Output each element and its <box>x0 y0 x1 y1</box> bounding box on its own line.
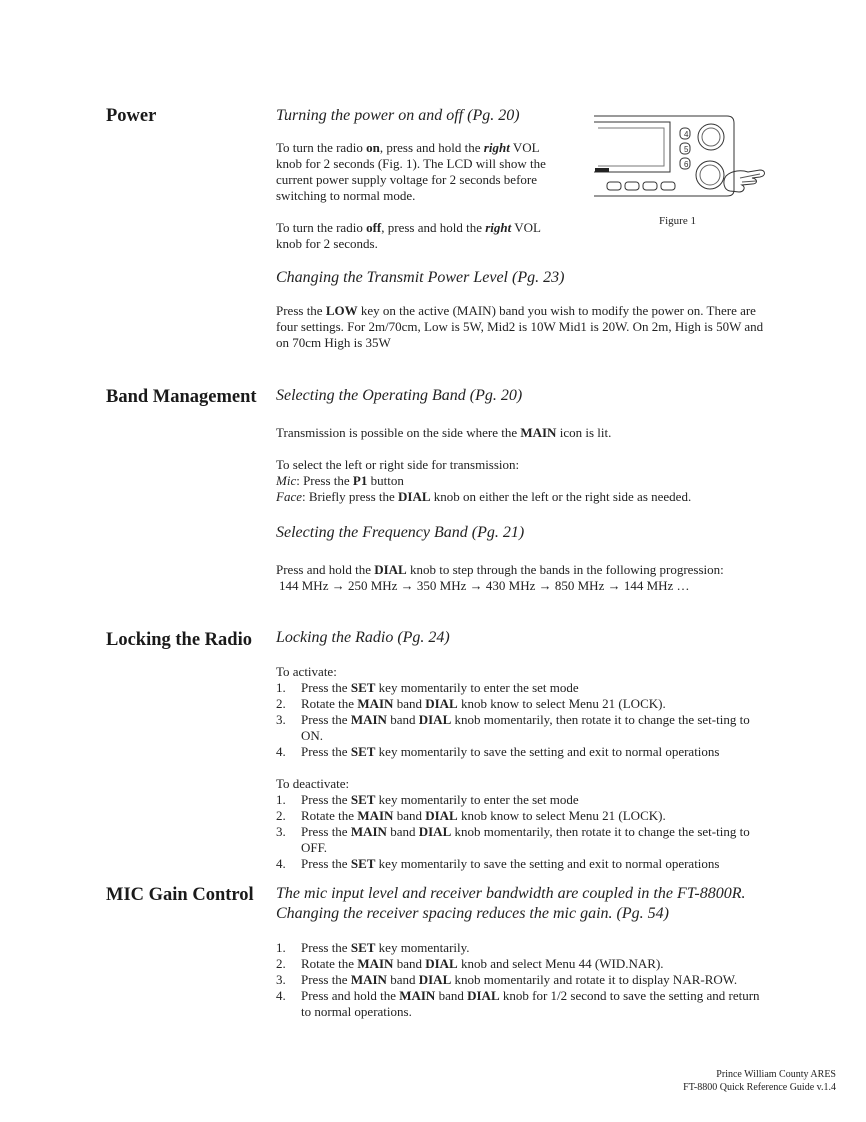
list-item: 3. Press the MAIN band DIAL knob momentarily and rotate it to display NAR-ROW. <box>276 972 738 987</box>
italic-text: Face <box>276 489 302 504</box>
list-item: 3. Press the MAIN band DIAL knob momentarily, then rotate it to change the set-ting to ON. <box>276 712 750 743</box>
list-item: 1. Press the SET key momentarily to enter the set mode <box>276 680 579 695</box>
list-item: 2. Rotate the MAIN band DIAL knob and select Menu 44 (WID.NAR). <box>276 956 664 971</box>
section-heading-power: Power <box>106 106 157 126</box>
text: knob to step through the bands in the following progression: <box>406 562 724 577</box>
subheading-mic-gain: The mic input level and receiver bandwidth are coupled in the FT-8800R. Changing the receiver spacing reduces the mic gain. (Pg. 54) <box>276 885 746 922</box>
text: , press and hold the <box>381 220 486 235</box>
lcd-outline <box>594 122 670 172</box>
left-knob-inner <box>702 128 720 146</box>
deactivate-steps-list <box>276 792 751 872</box>
subheading-locking: Locking the Radio (Pg. 24) <box>276 629 450 646</box>
text: VOL knob for 2 seconds. <box>276 220 541 251</box>
activate-label: To activate: <box>276 664 337 679</box>
lcd-inner <box>598 128 664 166</box>
list-item: 2. Rotate the MAIN band DIAL knob know to select Menu 21 (LOCK). <box>276 696 666 711</box>
bold-text: on <box>366 140 380 155</box>
activate-steps-list <box>276 680 751 760</box>
list-item: 2. Rotate the MAIN band DIAL knob know to select Menu 21 (LOCK). <box>276 808 666 823</box>
button-label: 5 <box>684 145 689 154</box>
band-progression: 144 MHz → 250 MHz → 350 MHz → 430 MHz → 850 MHz → 144 MHz … <box>279 578 690 593</box>
bold-text: LOW <box>325 303 358 318</box>
text: knob on either the left or the right side as needed. <box>430 489 692 504</box>
section-heading-locking: Locking the Radio <box>106 630 252 650</box>
subheading-power-on-off: Turning the power on and off (Pg. 20) <box>276 107 520 124</box>
text: To select the left or right side for transmission: <box>276 457 520 472</box>
bold-text: DIAL <box>374 562 407 577</box>
panel-key <box>625 182 639 190</box>
mic-gain-steps-list <box>276 940 766 1020</box>
main-indicator <box>595 168 609 172</box>
text: Press the <box>276 303 326 318</box>
button-label: 4 <box>684 130 689 139</box>
radio-front-panel-figure <box>592 112 770 202</box>
text: To turn the radio <box>276 220 367 235</box>
paragraph-main-icon <box>276 425 766 441</box>
list-item: 1. Press the SET key momentarily. <box>276 940 470 955</box>
figure-caption: Figure 1 <box>659 215 696 227</box>
footer-line: Prince William County ARES <box>716 1069 836 1080</box>
bold-text: DIAL <box>398 489 431 504</box>
text: key on the active (MAIN) band you wish to modify the power on. There are four settings. For 2m/70cm, Low is 5W, Mid2 is 10W Mid1 is 20W. On 2m, High is 50W and on 70cm High is 35W <box>276 303 764 350</box>
subheading-operating-band: Selecting the Operating Band (Pg. 20) <box>276 387 523 404</box>
text: button <box>367 473 404 488</box>
text: Press and hold the <box>276 562 375 577</box>
paragraph-frequency-band <box>276 562 776 594</box>
mic-line <box>276 473 766 489</box>
face-line <box>276 489 766 505</box>
panel-key <box>661 182 675 190</box>
bold-text: MAIN <box>520 425 557 440</box>
section-heading-mic-gain: MIC Gain Control <box>106 885 254 905</box>
panel-key <box>607 182 621 190</box>
text: , press and hold the <box>379 140 484 155</box>
footer-line: FT-8800 Quick Reference Guide v.1.4 <box>683 1082 836 1093</box>
paragraph-power-on <box>276 140 568 204</box>
right-vol-knob-inner <box>700 165 720 185</box>
italic-text: Mic <box>276 473 297 488</box>
page-footer <box>683 1068 836 1094</box>
subheading-transmit-power: Changing the Transmit Power Level (Pg. 23) <box>276 269 565 286</box>
deactivate-label: To deactivate: <box>276 776 350 791</box>
text: Transmission is possible on the side where the <box>276 425 521 440</box>
text-line <box>276 562 776 578</box>
text: : Briefly press the <box>301 489 399 504</box>
bold-text: P1 <box>352 473 368 488</box>
bold-text: off <box>366 220 382 235</box>
paragraph-select-side <box>276 457 766 505</box>
section-heading-band-management: Band Management <box>106 387 257 407</box>
paragraph-power-off <box>276 220 568 252</box>
list-item: 3. Press the MAIN band DIAL knob momentarily, then rotate it to change the set-ting to OFF. <box>276 824 750 855</box>
text: VOL knob for 2 seconds (Fig. 1). The LCD will show the current power supply voltage for 2 seconds before switching to normal mode. <box>276 140 546 203</box>
bold-italic-text: right <box>483 140 510 155</box>
list-item: 1. Press the SET key momentarily to enter the set mode <box>276 792 579 807</box>
text: : Press the <box>296 473 353 488</box>
hand-finger-lines <box>740 174 760 182</box>
list-item: 4. Press the SET key momentarily to save the setting and exit to normal operations <box>276 744 720 759</box>
button-label: 6 <box>684 160 689 169</box>
bold-italic-text: right <box>485 220 512 235</box>
list-item: 4. Press and hold the MAIN band DIAL knob for 1/2 second to save the setting and return to normal operations. <box>276 988 760 1019</box>
panel-key <box>643 182 657 190</box>
text: icon is lit. <box>556 425 612 440</box>
subheading-frequency-band: Selecting the Frequency Band (Pg. 21) <box>276 524 525 541</box>
list-item: 4. Press the SET key momentarily to save the setting and exit to normal operations <box>276 856 720 871</box>
text: To turn the radio <box>276 140 367 155</box>
paragraph-transmit-power <box>276 303 766 351</box>
pointing-hand-icon <box>724 170 765 192</box>
